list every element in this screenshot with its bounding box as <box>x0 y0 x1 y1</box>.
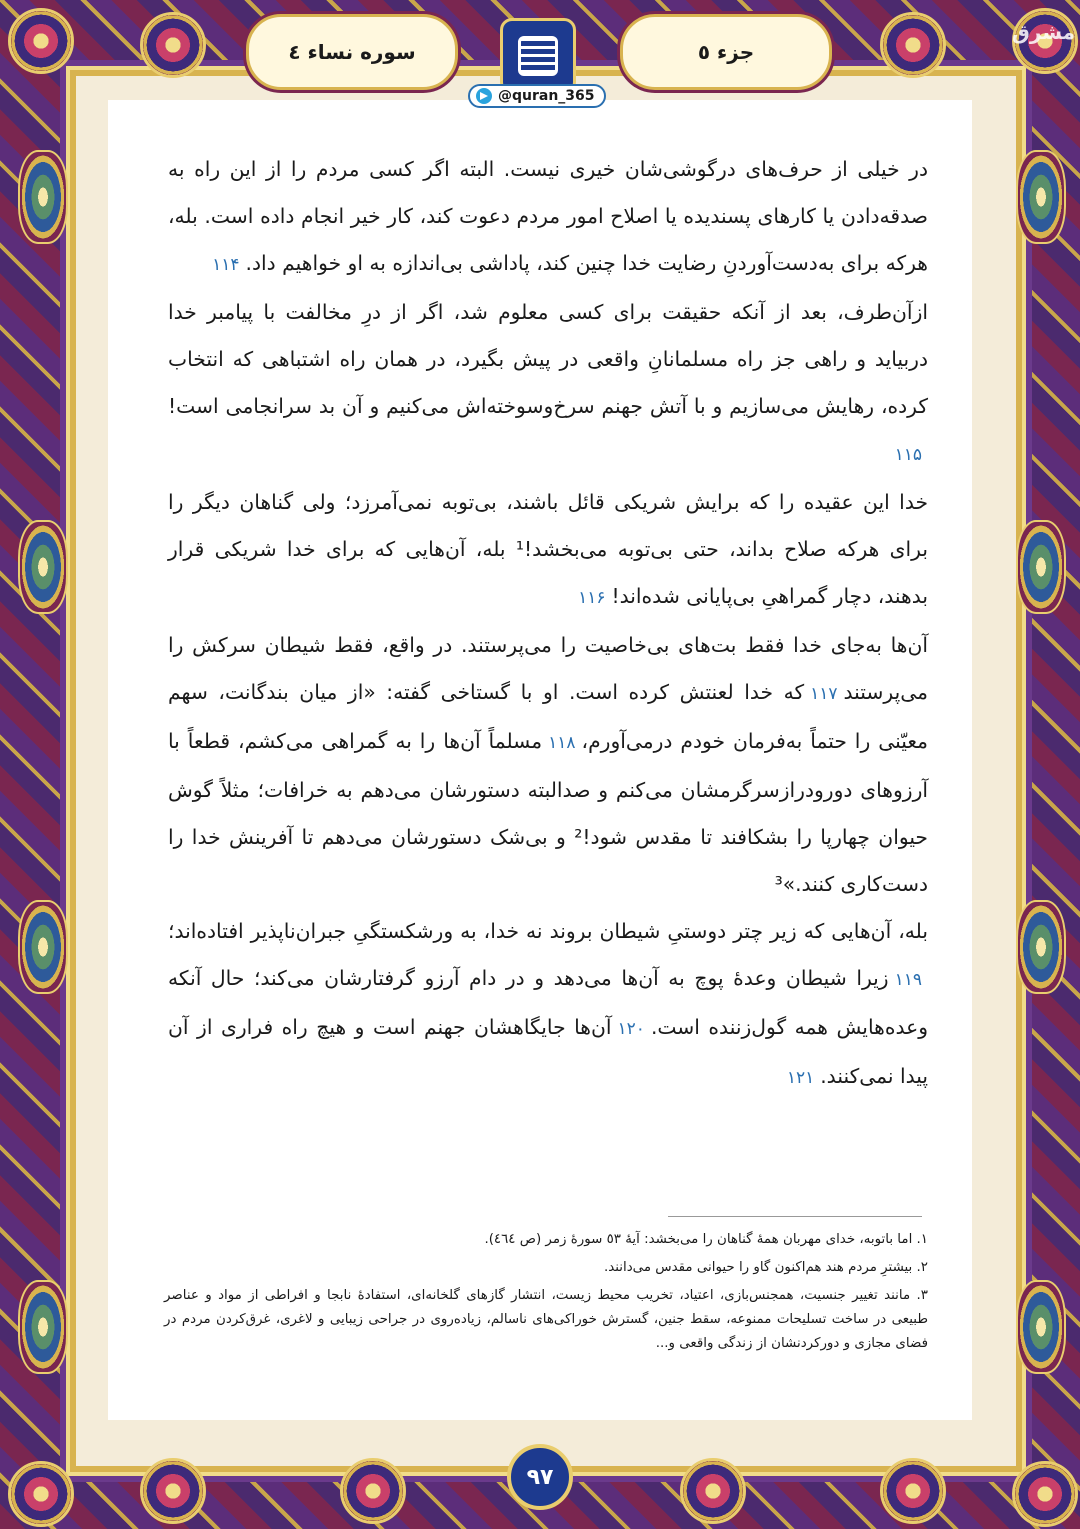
footnote: ٣. مانند تغییر جنسیت، همجنس‌بازی، اعتیاد، تخریب محیط زیست، انتشار گازهای گلخانه‌ای، استفادهٔ نابجا و افراطی از مواد و عناصر طبیعی در ساخت تسلیحات ممنوعه، سقط جنین، گسترش خوراکی‌های ناسالم، زیاده‌روی در جراحی زیبایی و لاغری، غرق‌کردن مردم در فضای مجازی و دورکردنشان از زندگی واقعی و... <box>164 1288 928 1351</box>
verse-text <box>168 146 928 1102</box>
telegram-icon <box>476 88 492 104</box>
paragraph-text: خدا این عقیده را که برایش شریکی قائل باشند، بی‌توبه نمی‌آمرزد؛ ولی گناهان دیگر را برای هرکه صلاح بداند، حتی بی‌توبه می‌بخشد!¹ بله، آن‌هایی که برای خدا شریکی قرار بدهند، دچار گمراهیِ بی‌پایانی شده‌اند! <box>168 490 928 608</box>
paragraph <box>168 479 928 622</box>
bottom-medallion <box>880 1458 946 1524</box>
side-rosette <box>1016 520 1066 614</box>
verse-number: ۱۱۴ <box>212 255 240 275</box>
side-rosette <box>18 900 68 994</box>
paragraph-text: بله، آن‌هایی که زیر چتر دوستیِ شیطان بروند نه خدا، به ورشکستگیِ جبران‌ناپذیر افتاده‌اند؛ <box>168 919 928 943</box>
verse-number: ۱۱۸ <box>548 733 576 753</box>
bottom-medallion <box>340 1458 406 1524</box>
footnote: ١. اما باتوبه، خدای مهربان همهٔ گناهان را می‌بخشد: آیهٔ ٥٣ سورهٔ زمر (ص ٤٦٤). <box>484 1232 928 1247</box>
bottom-medallion <box>140 1458 206 1524</box>
side-rosette <box>1016 1280 1066 1374</box>
handle-text: @quran_365 <box>498 88 595 104</box>
paragraph-text: آن‌ها جایگاهشان جهنم است و هیچ راه فراری از آن پیدا نمی‌کنند. <box>168 1015 928 1088</box>
verse-number: ۱۲۰ <box>617 1019 645 1039</box>
top-medallion <box>140 12 206 78</box>
telegram-handle[interactable] <box>468 84 606 108</box>
verse-number: ۱۱۶ <box>578 588 606 608</box>
paragraph-text: زیرا شیطان وعدهٔ پوچ به آن‌ها می‌دهد و در دام آرزو گرفتارشان می‌کند؛ حال آنکه وعده‌هایش همه گول‌زننده است. <box>168 966 928 1039</box>
footnote: ٢. بیشترِ مردم هند هم‌اکنون گاو را حیوانی مقدس می‌دانند. <box>603 1260 928 1275</box>
side-rosette <box>18 520 68 614</box>
watermark-logo: مشرق <box>1012 20 1076 44</box>
juz-label: جزء ٥ <box>620 14 832 90</box>
kufic-square-icon <box>518 36 558 76</box>
corner-medallion <box>8 8 74 74</box>
verse-number: ۱۲۱ <box>786 1068 815 1088</box>
footnote-divider <box>668 1216 922 1217</box>
verse-number: ۱۱۷ <box>810 684 838 704</box>
corner-medallion <box>8 1461 74 1527</box>
paragraph-text: ازآن‌طرف، بعد از آنکه حقیقت برای کسی معلوم شد، اگر از درِ مخالفت با پیامبر خدا دربیاید و راهی جز راه مسلمانانِ واقعی در پیش بگیرد، در همان راه اشتباهی که انتخاب کرده، رهایش می‌سازیم و با آتش جهنم سرخ‌وسوخته‌اش می‌کنیم و آن بد سرانجامی است! <box>168 300 928 418</box>
verse-number: ۱۱۵ <box>894 445 922 465</box>
paragraph-text: آن‌ها به‌جای خدا فقط بت‌های بی‌خاصیت را می‌پرستند. در واقع، فقط شیطان سرکش را می‌پرستند <box>168 633 928 704</box>
side-rosette <box>1016 900 1066 994</box>
quran-logo-icon <box>500 18 576 94</box>
corner-medallion <box>1012 1461 1078 1527</box>
top-medallion <box>880 12 946 78</box>
bottom-medallion <box>680 1458 746 1524</box>
paragraph-text: که خدا لعنتش کرده است. او با گستاخی گفته: «از میان بندگانت، سهم معیّنی را حتماً به‌فرمان خودم درمی‌آورم، <box>168 680 928 753</box>
paragraph <box>168 289 928 479</box>
verse-number: ۱۱۹ <box>894 970 922 990</box>
page-number-badge: ٩٧ <box>507 1444 573 1510</box>
paragraph <box>168 146 928 289</box>
paragraph-text: مسلماً آن‌ها را به گمراهی می‌کشم، قطعاً با آرزوهای دورودرازسرگرمشان می‌کنم و صدالبته دستورشان می‌دهم به خرافات؛ مثلاً گوش حیوان چهارپا را بشکافند تا مقدس شود!² و بی‌شک دستورشان می‌دهم تا آفرینش خدا را دست‌کاری کنند.»³ <box>168 729 928 896</box>
paragraph-text: در خیلی از حرف‌های درگوشی‌شان خیری نیست. البته اگر کسی مردم را از این راه به صدقه‌دادن یا کارهای پسندیده یا اصلاح امور مردم دعوت کند، کار خیر انجام داده است. بله، هرکه برای به‌دست‌آوردنِ رضایت خدا چنین کند، پاداشی بی‌اندازه به او خواهیم داد. <box>168 157 928 275</box>
paragraph <box>168 622 928 908</box>
side-rosette <box>1016 150 1066 244</box>
page-content <box>108 100 972 1420</box>
paragraph <box>168 908 928 1102</box>
side-rosette <box>18 150 68 244</box>
footnotes <box>164 1228 928 1360</box>
side-rosette <box>18 1280 68 1374</box>
surah-label: سوره نساء ٤ <box>246 14 458 90</box>
